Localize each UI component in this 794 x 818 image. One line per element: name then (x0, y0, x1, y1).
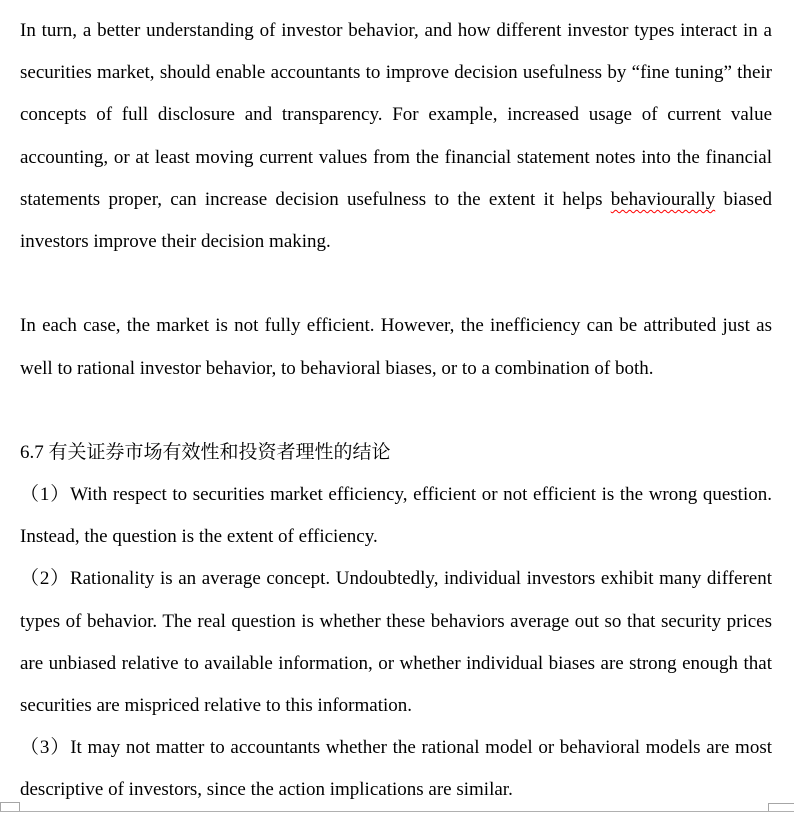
text-line[interactable]: In each case, the market is not fully efficient. However, the inefficiency can be attributed just as (20, 315, 772, 337)
blank-line[interactable] (20, 390, 772, 432)
text-line[interactable]: Instead, the question is the extent of efficiency. (20, 526, 378, 548)
text-line[interactable]: securities are mispriced relative to this information. (20, 695, 413, 716)
numbered-item-3 (20, 727, 772, 811)
text-segment: biased (715, 188, 772, 210)
text-line[interactable]: accounting, or at least moving current values from the financial statement notes into the financial (20, 146, 772, 168)
text-line[interactable]: （1）With respect to securities market efficiency, efficient or not efficient is the wrong question. (20, 484, 772, 506)
numbered-item-1 (20, 474, 772, 558)
section-heading[interactable]: 6.7 有关证券市场有效性和投资者理性的结论 (20, 441, 391, 463)
text-segment: statements proper, can increase decision usefulness to the extent it helps (20, 188, 611, 210)
text-line[interactable]: well to rational investor behavior, to behavioral biases, or to a combination of both. (20, 357, 654, 379)
text-line[interactable]: are unbiased relative to available information, or whether individual biases are strong enough that (20, 652, 772, 674)
text-line[interactable]: securities market, should enable accountants to improve decision usefulness by “fine tuning” their (20, 62, 772, 84)
text-line[interactable]: investors improve their decision making. (20, 230, 331, 252)
text-line[interactable]: types of behavior. The real question is whether these behaviors average out so that security prices (20, 610, 772, 632)
text-line[interactable]: （3）It may not matter to accountants whether the rational model or behavioral models are most (20, 737, 772, 759)
document-text-area[interactable] (20, 10, 772, 812)
misspelled-word[interactable]: behaviourally (610, 188, 716, 210)
text-line[interactable] (20, 179, 772, 221)
text-line[interactable]: In turn, a better understanding of investor behavior, and how different investor types interact in a (20, 20, 772, 41)
blank-line[interactable] (20, 263, 772, 305)
page-bottom-boundary (0, 811, 794, 812)
text-line[interactable]: （2）Rationality is an average concept. Undoubtedly, individual investors exhibit many different (20, 568, 772, 590)
paragraph-1 (20, 10, 772, 263)
paragraph-2 (20, 305, 772, 389)
numbered-item-2 (20, 558, 772, 727)
text-line[interactable]: descriptive of investors, since the action implications are similar. (20, 779, 513, 801)
text-line[interactable]: concepts of full disclosure and transparency. For example, increased usage of current value (20, 104, 772, 126)
